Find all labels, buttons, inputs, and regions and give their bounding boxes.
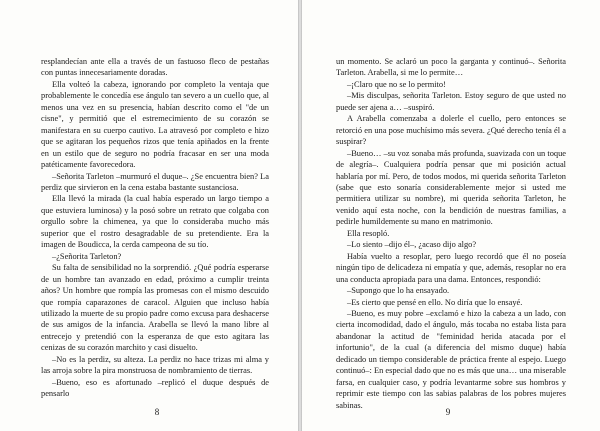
paragraph: –Supongo que lo ha ensayado. [347,286,450,296]
left-page-text [41,56,269,400]
paragraph: Ella volteó la cabeza, ignorando por completo la ventaja que probablemente le concedía ese ángulo tan severo a un cuello que, al menos una vez en su presencia, habían descrito como el "de un cisne", y permitió que el estremecimiento de su corazón se manifestara en su cuerpo cautivo. La atravesó por completo e hizo que se agitaran los pequeños rizos que tenía apiñados en la frente en un estilo que de seguro no podría fracasar en ser una moda patéticamente favorecedora. [41,79,269,170]
right-page-text [336,56,566,411]
page-number: 9 [445,407,451,417]
right-page [302,0,600,431]
paragraph: un momento. Se aclaró un poco la garganta y continuó–. Señorita Tarleton. Arabella, si me lo permite… [336,57,566,78]
paragraph: –¿Señorita Tarleton? [52,251,122,261]
paragraph: –No es la perdiz, su alteza. La perdiz no hace trizas mi alma y las arroja sobre la pira monstruosa de nombramiento de tierras. [41,354,269,376]
paragraph: –¡Claro que no se lo permito! [347,79,446,89]
paragraph: –Bueno, eso es afortunado –replicó el duque después de pensarlo [41,377,269,399]
left-page [0,0,298,431]
paragraph: A Arabella comenzaba a dolerle el cuello, pero entonces se retorció en una pose muchísimo más severa. ¿Qué derecho tenía él a suspirar? [336,114,566,147]
paragraph: –Mis disculpas, señorita Tarleton. Estoy seguro de que usted no puede ser ajena a… –suspiró. [336,91,566,112]
page-number: 8 [154,407,160,417]
paragraph: –Señorita Tarleton –murmuró el duque–. ¿Se encuentra bien? La perdiz que sirvieron en la cena estaba bastante sustanciosa. [41,171,269,192]
paragraph: Ella llevó la mirada (la cual había esperado un largo tiempo a que estuviera luminosa) y la posó sobre un retrato que colgaba con orgullo sobre la chimenea, ya que lo consideraba mucho más superior que el rostro desagradable de su pretendiente. Era la imagen de Boudicca, la cerda campeona de su tío. [41,194,269,250]
paragraph: Ella resopló. [347,228,390,238]
paragraph: Había vuelto a resoplar, pero luego recordó que él no poseía ningún tipo de delicadeza ni empatía y que, además, resoplar no era una conducta apropiada para una dama. Entonces, respondió: [336,251,566,284]
paragraph: –Bueno, es muy pobre –exclamó e hizo la cabeza a un lado, con cierta incomodidad, dado el ángulo, más tocaba no estaba lista para abandonar la actitud de "feminidad herida atacada por el infortunio", de la cual (a diferencia del mismo duque) había dedicado un tiempo considerable de práctica frente al espejo. Luego continuó–: En especial dado que no es más que una… una miserable farsa, en cualquier caso, y podría levantarme sobre sus hombros y reprimir este tiempo con las sabias palabras de los pobres mujeres sabinas. [336,308,566,410]
paragraph: Su falta de sensibilidad no la sorprendió. ¿Qué podría esperarse de un hombre tan avanzado en edad, próximo a cumplir treinta años? Un hombre que rompía las promesas con el mismo descuido que rompía caparazones de caracol. Alguien que incluso había utilizado la muerte de su propio padre como excusa para deshacerse de sus amigos de la infancia. Arabella se llevó la mano libre al entrecejo y pretendió con la esperanza de que esto agitara las cenizas de su corazón marchito y casi disuelto. [41,263,269,353]
paragraph: –Bueno… –su voz sonaba más profunda, suavizada con un toque de alegría–. Cualquiera podría pensar que mi posición actual hablaría por mí. Pero, de todos modos, mi querida señorita Tarleton (sabe que esto sonaría considerablemente mejor si usted me permitiera utilizar su nombre), mi querida señorita Tarleton, he venido aquí esta noche, con la bendición de nuestras familias, a pedirle humildemente su mano en matrimonio. [336,148,566,227]
paragraph: resplandecían ante ella a través de un fastuoso fleco de pestañas con puntas innecesariamente doradas. [41,57,269,78]
paragraph: –Lo siento –dijo él–, ¿acaso dijo algo? [347,240,477,250]
paragraph: –Es cierto que pensé en ello. No diría que lo ensayé. [347,297,523,307]
